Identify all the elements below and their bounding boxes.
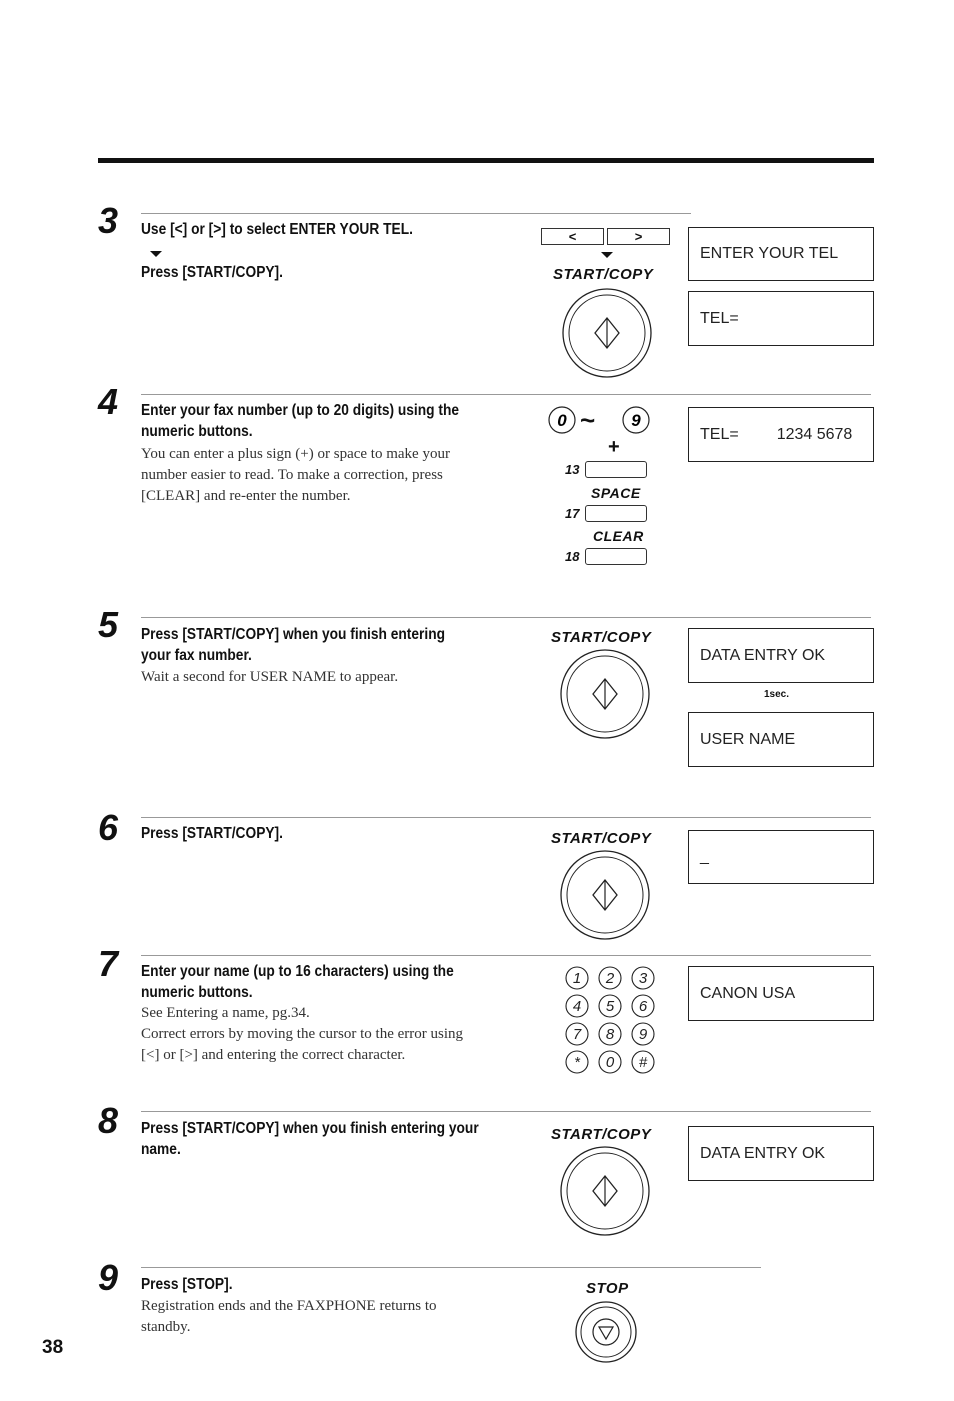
- step-number: 7: [98, 943, 119, 984]
- step-note: Registration ends and the FAXPHONE returns to: [141, 1298, 437, 1314]
- down-arrow-icon: [601, 252, 613, 258]
- step-instruction: Enter your name (up to 16 characters) using the: [141, 963, 454, 980]
- keypad-key-label: 4: [572, 998, 582, 1015]
- page-number: 38: [42, 1337, 64, 1358]
- clear-label: CLEAR: [593, 528, 644, 544]
- step-number: 3: [98, 200, 119, 241]
- space-key[interactable]: [585, 505, 647, 522]
- left-arrow-key[interactable]: <: [541, 228, 604, 245]
- plus-symbol: +: [608, 436, 620, 458]
- step-note: You can enter a plus sign (+) or space to make your: [141, 446, 450, 462]
- step-number: 5: [98, 604, 119, 645]
- step-note: Correct errors by moving the cursor to the error using: [141, 1026, 463, 1042]
- key-number: 17: [565, 506, 580, 521]
- numeric-keypad: [563, 966, 659, 1076]
- down-arrow-icon: [150, 251, 162, 257]
- step-instruction: Press [START/COPY] when you finish entering: [141, 626, 446, 643]
- lcd-display: ENTER YOUR TEL: [688, 227, 874, 281]
- step-note: standby.: [141, 1319, 191, 1335]
- keypad-key-label: 0: [605, 1054, 615, 1071]
- start-copy-button-icon[interactable]: [560, 286, 654, 380]
- step-instruction: Press [STOP].: [141, 1276, 233, 1293]
- start-copy-label: START/COPY: [553, 266, 654, 283]
- step-note: [<] or [>] and entering the correct character.: [141, 1047, 406, 1063]
- keypad-key-label: 3: [638, 970, 648, 987]
- tilde-symbol: ~: [580, 405, 596, 435]
- keypad-key-label: #: [638, 1054, 648, 1071]
- keypad-key-label: 7: [572, 1026, 582, 1043]
- start-copy-button-icon[interactable]: [558, 848, 652, 942]
- step-divider: [141, 955, 871, 956]
- start-copy-button-icon[interactable]: [558, 647, 652, 741]
- digit-key-icon[interactable]: [621, 405, 651, 435]
- lcd-value: 1234 5678: [776, 425, 853, 443]
- step-instruction: Press [START/COPY].: [141, 825, 283, 842]
- step-instruction: Press [START/COPY].: [141, 264, 283, 281]
- lcd-display: USER NAME: [688, 712, 874, 767]
- header-rule: [98, 158, 874, 163]
- lcd-display: CANON USA: [688, 966, 874, 1021]
- step-number: 6: [98, 807, 119, 848]
- keypad-key-label: 1: [572, 970, 582, 987]
- start-copy-label: START/COPY: [551, 1126, 652, 1143]
- right-arrow-key[interactable]: >: [607, 228, 670, 245]
- keypad-key-label: 2: [605, 970, 615, 987]
- step-note: Wait a second for USER NAME to appear.: [141, 669, 399, 685]
- step-instruction: Press [START/COPY] when you finish entering your: [141, 1120, 479, 1137]
- clear-key[interactable]: [585, 548, 647, 565]
- digit-from-label: 0: [557, 411, 567, 430]
- digit-to-label: 9: [631, 411, 641, 430]
- step-divider: [141, 1267, 761, 1268]
- step-instruction: name.: [141, 1141, 181, 1158]
- step-instruction: your fax number.: [141, 647, 252, 664]
- keypad-key-label: 9: [638, 1026, 648, 1043]
- keypad-key-label: *: [574, 1054, 580, 1071]
- step-divider: [141, 213, 691, 214]
- lcd-display: TEL=: [688, 291, 874, 346]
- stop-label: STOP: [586, 1280, 629, 1297]
- step-instruction: numeric buttons.: [141, 423, 253, 440]
- start-copy-label: START/COPY: [551, 830, 652, 847]
- lcd-label: TEL=: [700, 425, 739, 443]
- step-divider: [141, 817, 871, 818]
- step-note: [CLEAR] and re-enter the number.: [141, 488, 351, 504]
- start-copy-button-icon[interactable]: [558, 1144, 652, 1238]
- step-divider: [141, 1111, 871, 1112]
- step-number: 9: [98, 1257, 119, 1298]
- lcd-display: DATA ENTRY OK: [688, 628, 874, 683]
- delay-label: 1sec.: [764, 689, 790, 700]
- plus-key[interactable]: [585, 461, 647, 478]
- step-divider: [141, 394, 871, 395]
- step-instruction: numeric buttons.: [141, 984, 253, 1001]
- step-note: See Entering a name, pg.34.: [141, 1005, 310, 1021]
- keypad-icon: [563, 966, 659, 1076]
- step-number: 4: [98, 381, 119, 422]
- step-divider: [141, 617, 871, 618]
- step-note: number easier to read. To make a correction, press: [141, 467, 443, 483]
- lcd-display: [688, 407, 874, 462]
- digit-key-icon[interactable]: [547, 405, 577, 435]
- step-number: 8: [98, 1100, 119, 1141]
- key-number: 13: [565, 462, 580, 477]
- step-instruction: Use [<] or [>] to select ENTER YOUR TEL.: [141, 221, 413, 238]
- lcd-display: DATA ENTRY OK: [688, 1126, 874, 1181]
- space-label: SPACE: [591, 485, 641, 501]
- keypad-key-label: 5: [605, 998, 615, 1015]
- stop-button-icon[interactable]: [574, 1300, 638, 1364]
- keypad-key-label: 8: [605, 1026, 615, 1043]
- lcd-display: _: [688, 830, 874, 884]
- keypad-key-label: 6: [638, 998, 648, 1015]
- start-copy-label: START/COPY: [551, 629, 652, 646]
- step-instruction: Enter your fax number (up to 20 digits) using the: [141, 402, 460, 419]
- key-number: 18: [565, 549, 580, 564]
